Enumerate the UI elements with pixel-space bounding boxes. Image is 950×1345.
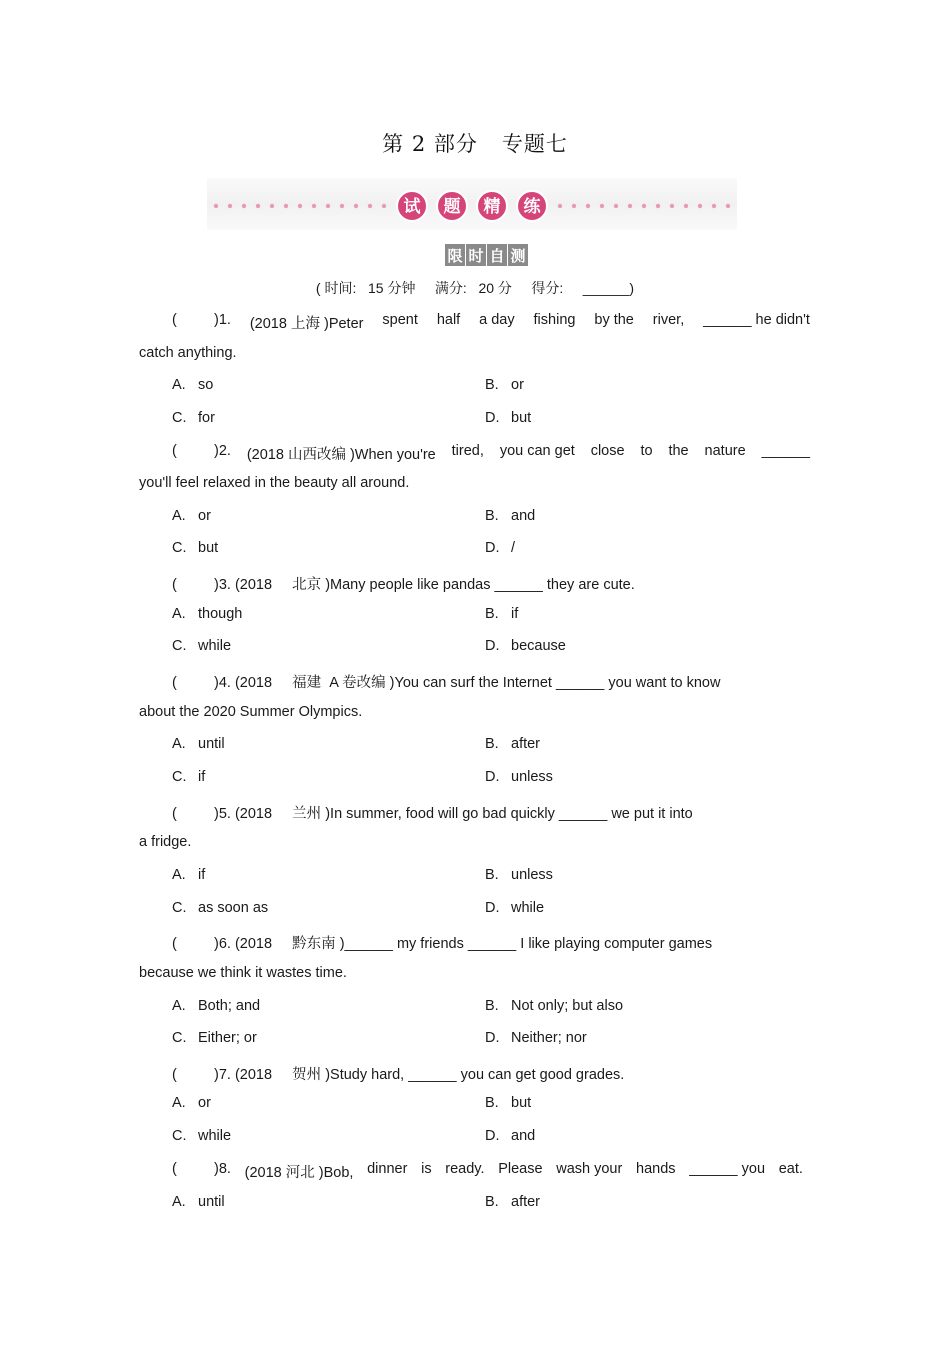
banner-dots-left (214, 204, 386, 208)
q3-option-c: C. while (172, 638, 232, 654)
q5-option-a: A. if (172, 867, 206, 883)
q1-option-a: A. so (172, 377, 214, 393)
q6-option-b: B. Not only; but also (485, 998, 624, 1014)
question-3-stem: ( )3. (2018 北京 )Many people like pandas ______ they are cute. (172, 577, 635, 593)
q5-option-b: B. unless (485, 867, 553, 883)
banner-graphic (207, 178, 737, 230)
q3-option-d: D. because (485, 638, 566, 654)
banner-char: 练 (523, 197, 541, 217)
badge-char: 时 (466, 244, 486, 266)
q5-option-d: D. while (485, 900, 545, 916)
badge-char: 限 (445, 244, 465, 266)
question-5-stem: ( )5. (2018 兰州 )In summer, food will go bad quickly ______ we put it into (172, 806, 693, 822)
title-part: 第 2 部分 (382, 132, 478, 156)
q1-option-c: C. for (172, 410, 215, 426)
page-title (0, 128, 950, 158)
q7-option-b: B. but (485, 1095, 532, 1111)
question-2-continuation: you'll feel relaxed in the beauty all around. (139, 475, 410, 491)
question-4-stem: ( )4. (2018 福建 A 卷改编 )You can surf the Internet ______ you want to know (172, 675, 721, 691)
q7-option-c: C. while (172, 1128, 232, 1144)
banner-char: 题 (443, 197, 461, 217)
q2-option-a: A. or (172, 508, 211, 524)
q2-option-c: C. but (172, 540, 219, 556)
q4-option-d: D. unless (485, 769, 553, 785)
q3-option-a: A. though (172, 606, 243, 622)
question-1-stem: ( )1. (2018 上海 )Peter spent half a day fishing by the river, ______ he didn't (172, 312, 810, 332)
banner-char: 精 (483, 197, 501, 217)
q6-option-a: A. Both; and (172, 998, 261, 1014)
q4-option-c: C. if (172, 769, 206, 785)
question-8-stem: ( )8. (2018 河北 )Bob, dinner is ready. Please wash your hands ______ you eat. (172, 1161, 803, 1181)
question-4-continuation: about the 2020 Summer Olympics. (139, 704, 363, 720)
title-topic: 专题七 (501, 132, 568, 156)
test-info: ( 时间: 15 分钟 满分: 20 分 得分: ______) (315, 280, 635, 296)
q6-option-c: C. Either; or (172, 1030, 257, 1046)
q1-option-d: D. but (485, 410, 532, 426)
banner-dots-right (558, 204, 730, 208)
badge-char: 测 (508, 244, 528, 266)
question-1-continuation: catch anything. (139, 345, 237, 361)
q1-option-b: B. or (485, 377, 524, 393)
q2-option-d: D. / (485, 540, 516, 556)
question-6-stem: ( )6. (2018 黔东南 )______ my friends ______ I like playing computer games (172, 936, 713, 952)
q3-option-b: B. if (485, 606, 519, 622)
q7-option-d: D. and (485, 1128, 536, 1144)
question-2-stem: ( )2. (2018 山西改编 )When you're tired, you can get close to the nature ______ (172, 443, 810, 463)
question-7-stem: ( )7. (2018 贺州 )Study hard, ______ you can get good grades. (172, 1067, 625, 1083)
question-5-continuation: a fridge. (139, 834, 192, 850)
badge-char: 自 (487, 244, 507, 266)
section-banner (207, 178, 737, 230)
q8-option-b: B. after (485, 1194, 541, 1210)
banner-char: 试 (403, 197, 421, 217)
q6-option-d: D. Neither; nor (485, 1030, 587, 1046)
q2-option-b: B. and (485, 508, 536, 524)
q5-option-c: C. as soon as (172, 900, 269, 916)
q8-option-a: A. until (172, 1194, 225, 1210)
q4-option-b: B. after (485, 736, 541, 752)
question-6-continuation: because we think it wastes time. (139, 965, 347, 981)
q4-option-a: A. until (172, 736, 225, 752)
section-badge (445, 244, 529, 266)
q7-option-a: A. or (172, 1095, 211, 1111)
